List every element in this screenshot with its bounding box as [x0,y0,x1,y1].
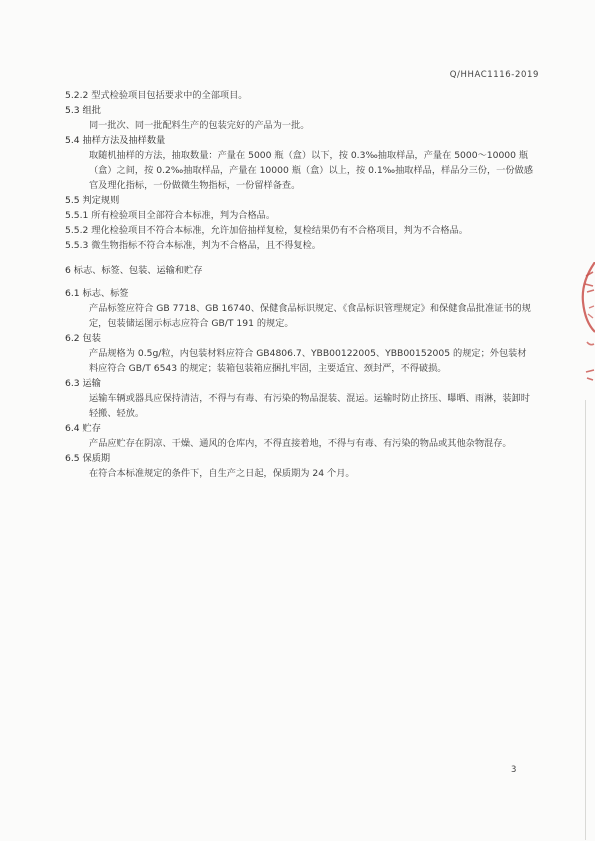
heading-5-4: 5.4 抽样方法及抽样数量 [65,135,166,146]
heading-6-2: 6.2 包装 [65,333,101,344]
paragraph-6-5: 在符合本标准规定的条件下，自生产之日起，保质期为 24 个月。 [89,468,355,479]
page-edge-shadow [585,400,586,840]
clause-5-5-3: 5.5.3 微生物指标不符合本标准，判为不合格品，且不得复检。 [65,240,321,251]
heading-6-3: 6.3 运输 [65,378,101,389]
seal-stamp-fragment [575,262,595,397]
seal-stamp-icon [575,262,595,397]
document-code: Q/HHAC1116-2019 [449,70,539,80]
clause-5-5-1: 5.5.1 所有检验项目全部符合本标准，判为合格品。 [65,210,276,221]
heading-5-5: 5.5 判定规则 [65,195,120,206]
paragraph-6-3: 运输车辆或器具应保持清洁，不得与有毒、有污染的物品混装、混运。运输时防止挤压、曝晒、雨淋，装卸时轻搬、轻放。 [89,393,530,419]
page-number: 3 [511,765,517,775]
heading-5-3: 5.3 组批 [65,105,101,116]
chapter-6-title: 6 标志、标签、包装、运输和贮存 [65,265,203,276]
paragraph-6-2: 产品规格为 0.5g/粒，内包装材料应符合 GB4806.7、YBB00122005、YBB00152005 的规定；外包装材料应符合 GB/T 6543 的规定；装箱包装箱应捆扎牢固，主要适宜、颈封严，不得破损。 [89,348,527,374]
paragraph-5-4: 取随机抽样的方法，抽取数量：产量在 5000 瓶（盒）以下，按 0.3‰抽取样品，产量在 5000～10000 瓶（盒）之间，按 0.2‰抽取样品，产量在 10000 瓶（盒）以上，按 0.1‰抽取样品，样品分三份，一份做感官及理化指标，一份做微生物指标，一份留样备查。 [89,150,533,191]
heading-6-1: 6.1 标志、标签 [65,288,129,299]
paragraph-6-1: 产品标签应符合 GB 7718、GB 16740、保健食品标识规定、《食品标识管理规定》和保健食品批准证书的规定，包装储运图示标志应符合 GB/T 191 的规定。 [89,303,531,329]
clause-5-2-2: 5.2.2 型式检验项目包括要求中的全部项目。 [65,90,248,101]
heading-6-4: 6.4 贮存 [65,423,101,434]
heading-6-5: 6.5 保质期 [65,453,111,464]
paragraph-5-3: 同一批次、同一批配料生产的包装完好的产品为一批。 [89,120,310,131]
paragraph-6-4: 产品应贮存在阴凉、干燥、通风的仓库内，不得直接着地，不得与有毒、有污染的物品或其他杂物混存。 [89,438,512,449]
clause-5-5-2: 5.5.2 理化检验项目不符合本标准，允许加倍抽样复检，复检结果仍有不合格项目，判为不合格品。 [65,225,468,236]
document-body [65,88,535,481]
